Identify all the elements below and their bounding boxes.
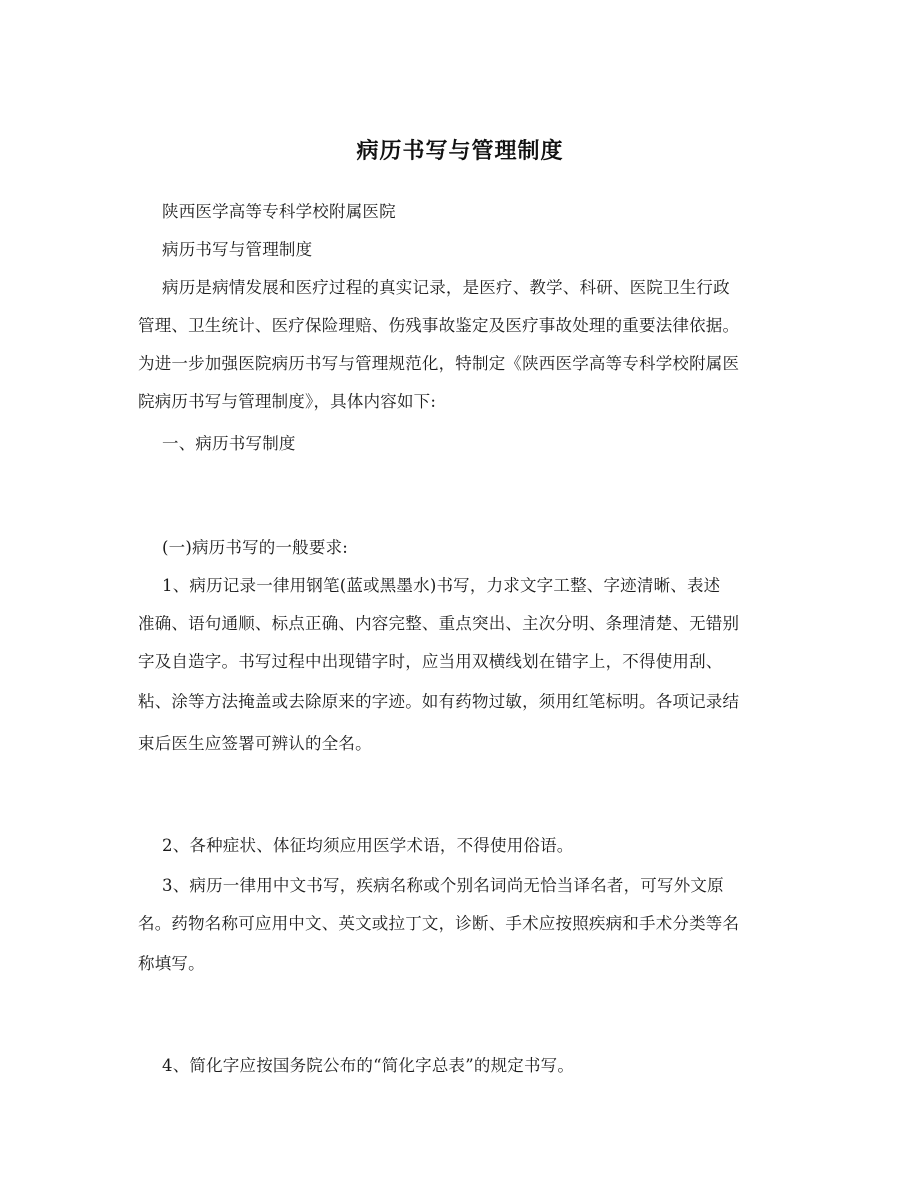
- paragraph-line: 准确、语句通顺、标点正确、内容完整、重点突出、主次分明、条理清楚、无错别: [138, 614, 740, 633]
- paragraph-line: 粘、涂等方法掩盖或去除原来的字迹。如有药物过敏，须用红笔标明。各项记录结: [138, 692, 740, 711]
- paragraph-line: 称填写。: [138, 954, 205, 973]
- paragraph-line: 管理、卫生统计、医疗保险理赔、伤残事故鉴定及医疗事故处理的重要法律依据。: [138, 316, 740, 335]
- subtitle: 病历书写与管理制度: [162, 240, 313, 259]
- paragraph-line: 院病历书写与管理制度》，具体内容如下:: [138, 392, 437, 411]
- paragraph-line: 4、简化字应按国务院公布的“简化字总表”的规定书写。: [162, 1056, 575, 1075]
- paragraph-line: 名。药物名称可应用中文、英文或拉丁文，诊断、手术应按照疾病和手术分类等名: [138, 914, 740, 933]
- document-title: 病历书写与管理制度: [356, 138, 564, 164]
- paragraph-line: 束后医生应签署可辨认的全名。: [138, 734, 372, 753]
- paragraph-line: 1、病历记录一律用钢笔(蓝或黑墨水)书写，力求文字工整、字迹清晰、表述: [162, 576, 721, 595]
- paragraph-line: 2、各种症状、体征均须应用医学术语，不得使用俗语。: [162, 836, 574, 855]
- subsection-heading: (一)病历书写的一般要求:: [162, 538, 349, 557]
- section-heading: 一、病历书写制度: [162, 434, 296, 453]
- paragraph-line: 为进一步加强医院病历书写与管理规范化，特制定《陕西医学高等专科学校附属医: [138, 354, 740, 373]
- paragraph-line: 字及自造字。书写过程中出现错字时，应当用双横线划在错字上，不得使用刮、: [138, 652, 723, 671]
- hospital-name: 陕西医学高等专科学校附属医院: [162, 202, 396, 221]
- paragraph-line: 3、病历一律用中文书写，疾病名称或个别名词尚无恰当译名者，可写外文原: [162, 876, 724, 895]
- paragraph-line: 病历是病情发展和医疗过程的真实记录，是医疗、教学、科研、医院卫生行政: [162, 278, 730, 297]
